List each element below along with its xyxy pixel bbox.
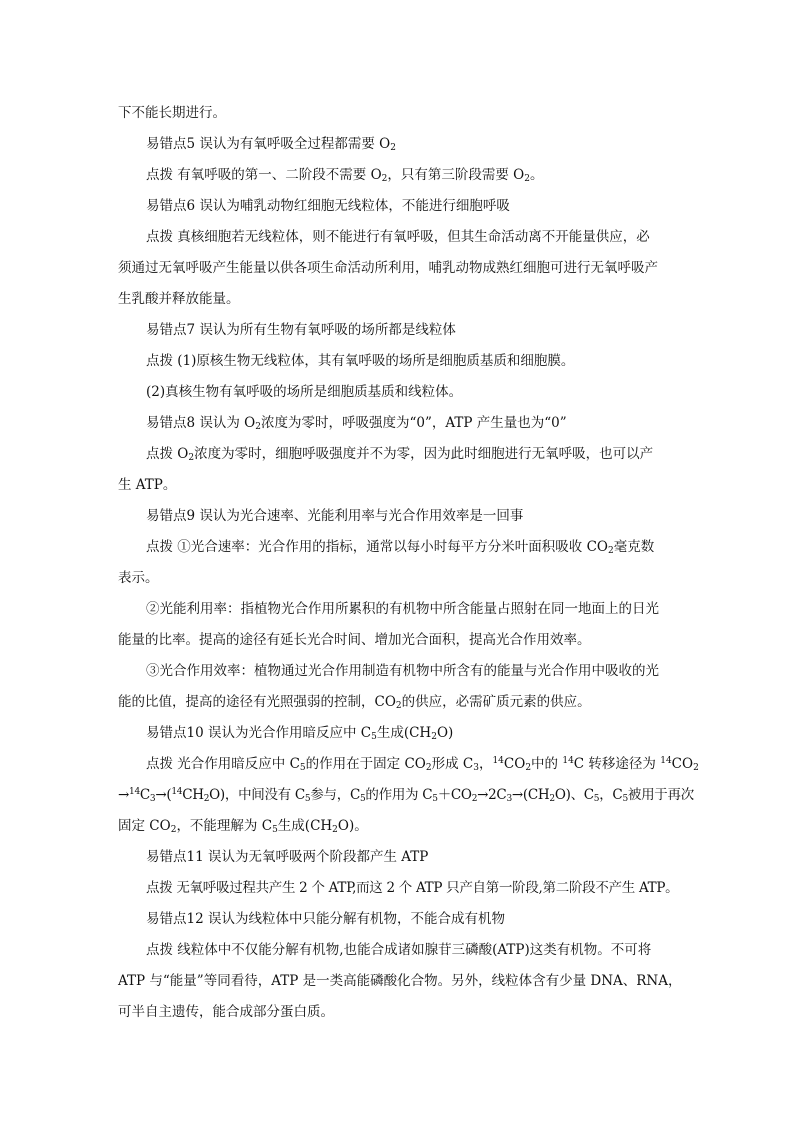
document-page (118, 98, 699, 1028)
text-run: 毫克数 (613, 539, 655, 555)
text-line (118, 129, 684, 160)
superscript: 14 (562, 756, 574, 766)
subscript: 3 (149, 794, 156, 804)
text-run: ，C (599, 787, 623, 803)
text-line (118, 191, 684, 222)
text-run: 易错点7 误认为所有生物有氧呼吸的场所都是线粒体 (146, 322, 456, 338)
text-run: 点拨 真核细胞若无线粒体，则不能进行有氧呼吸，但其生命活动离不开能量供应，必 (146, 229, 650, 245)
text-run: →2C (477, 787, 507, 803)
subscript: 5 (272, 825, 278, 835)
text-run: 易错点5 误认为有氧呼吸全过程都需要 O (146, 136, 391, 152)
text-line (118, 625, 684, 656)
text-line (118, 842, 684, 873)
text-line (118, 966, 684, 997)
text-line (118, 873, 684, 904)
superscript: 14 (492, 756, 504, 766)
text-run: 。 (529, 167, 544, 183)
text-run: O)、C (554, 787, 594, 803)
subscript: 5 (432, 794, 438, 804)
text-line (118, 718, 684, 749)
text-run: ATP 与“能量”等同看待，ATP 是一类高能磷酸化合物。另外，线粒体含有少量 DNA、RNA， (118, 973, 682, 989)
superscript: 14 (171, 787, 183, 797)
subscript: 2 (255, 422, 261, 432)
text-line (118, 687, 684, 718)
text-run: 生成(CH (277, 818, 333, 834)
text-run: 能的比值，提高的途径有光照强弱的控制，CO (118, 694, 396, 710)
text-line (118, 160, 684, 191)
text-line (118, 780, 694, 811)
text-run: 易错点11 误认为无氧呼吸两个阶段都产生 ATP (146, 849, 429, 865)
subscript: 3 (473, 763, 479, 773)
subscript: 2 (170, 825, 177, 835)
text-run: 被用于再次 (627, 787, 694, 803)
text-run: 点拨 O (146, 446, 189, 462)
subscript: 5 (371, 732, 377, 742)
text-run: 易错点8 误认为 O (146, 415, 256, 431)
text-run: O) (436, 725, 454, 741)
text-run: 的作用为 C (365, 787, 433, 803)
subscript: 2 (188, 453, 195, 463)
subscript: 2 (524, 174, 530, 184)
subscript: 5 (593, 794, 600, 804)
text-run: 点拨 (1)原核生物无线粒体，其有氧呼吸的场所是细胞质基质和细胞膜。 (146, 353, 575, 369)
text-line (118, 749, 699, 780)
text-line (118, 346, 684, 377)
text-run: 表示。 (118, 570, 159, 586)
text-run: 可半自主遗传，能合成部分蛋白质。 (118, 1004, 334, 1020)
text-run: 固定 CO (118, 818, 171, 834)
text-line (118, 377, 684, 408)
text-run: 形成 C (431, 756, 474, 772)
subscript: 2 (471, 794, 478, 804)
subscript: 2 (390, 143, 396, 153)
text-line (118, 656, 684, 687)
subscript: 2 (203, 794, 210, 804)
text-run: ，不能理解为 C (176, 818, 273, 834)
text-line (118, 253, 684, 284)
text-run: 的作用在于固定 CO (305, 756, 426, 772)
text-line (118, 98, 684, 129)
text-line (118, 439, 684, 470)
text-line (118, 408, 684, 439)
subscript: 2 (381, 174, 388, 184)
text-line (118, 563, 684, 594)
text-run: 生乳酸并释放能量。 (118, 291, 240, 307)
subscript: 5 (622, 794, 628, 804)
text-line (118, 594, 684, 625)
subscript: 2 (607, 546, 614, 556)
text-run: ＋CO (437, 787, 472, 803)
text-run: C (139, 787, 150, 803)
subscript: 5 (304, 794, 311, 804)
text-run: 易错点10 误认为光合作用暗反应中 C (146, 725, 372, 741)
text-run: CH (182, 787, 204, 803)
text-run: 生成(CH (376, 725, 432, 741)
text-run: 须通过无氧呼吸产生能量以供各项生命活动所利用，哺乳动物成熟红细胞可进行无氧呼吸产 (118, 260, 658, 276)
subscript: 2 (395, 701, 402, 711)
text-run: O)。 (337, 818, 368, 834)
text-run: 浓度为零时，呼吸强度为“0”，ATP 产生量也为“0” (260, 415, 567, 431)
text-run: 的供应，必需矿质元素的供应。 (401, 694, 591, 710)
text-line (118, 222, 684, 253)
text-run: O)，中间没有 C (209, 787, 305, 803)
text-line (118, 935, 684, 966)
text-run: 参与，C (310, 787, 360, 803)
text-run: ， (478, 756, 493, 772)
text-run: 能量的比率。提高的途径有延长光合时间、增加光合面积，提高光合作用效率。 (118, 632, 591, 648)
text-line (118, 284, 684, 315)
text-run: →(CH (511, 787, 550, 803)
text-run: 易错点6 误认为哺乳动物红细胞无线粒体，不能进行细胞呼吸 (146, 198, 510, 214)
text-run: 点拨 无氧呼吸过程共产生 2 个 ATP,而这 2 个 ATP 只产自第一阶段,第二阶段不产生 ATP。 (146, 880, 679, 896)
text-run: ，只有第三阶段需要 O (387, 167, 525, 183)
text-line (118, 470, 684, 501)
text-line (118, 315, 684, 346)
text-run: 点拨 线粒体中不仅能分解有机物,也能合成诸如腺苷三磷酸(ATP)这类有机物。不可将 (146, 942, 652, 958)
text-run: 下不能长期进行。 (118, 105, 226, 121)
text-run: CO (671, 756, 694, 772)
text-run: ②光能利用率：指植物光合作用所累积的有机物中所含能量占照射在同一地面上的日光 (146, 601, 659, 617)
subscript: 2 (693, 763, 699, 773)
text-run: 点拨 有氧呼吸的第一、二阶段不需要 O (146, 167, 382, 183)
text-run: 点拨 光合作用暗反应中 C (146, 756, 300, 772)
superscript: 14 (660, 756, 672, 766)
text-run: C 转移途径为 (573, 756, 661, 772)
text-run: 点拨 ①光合速率：光合作用的指标，通常以每小时每平方分米叶面积吸收 CO (146, 539, 608, 555)
subscript: 2 (431, 732, 437, 742)
subscript: 2 (425, 763, 432, 773)
text-run: 中的 (531, 756, 563, 772)
text-run: 易错点9 误认为光合速率、光能利用率与光合作用效率是一回事 (146, 508, 524, 524)
text-run: CO (503, 756, 526, 772)
text-line (118, 532, 684, 563)
text-run: →( (155, 787, 172, 803)
text-line (118, 501, 684, 532)
subscript: 5 (299, 763, 306, 773)
text-run: 生 ATP。 (118, 477, 177, 493)
text-line (118, 997, 684, 1028)
superscript: 14 (129, 787, 140, 797)
subscript: 5 (359, 794, 366, 804)
text-line (118, 904, 684, 935)
text-run: (2)真核生物有氧呼吸的场所是细胞质基质和线粒体。 (146, 384, 463, 400)
text-run: ③光合作用效率：植物通过光合作用制造有机物中所含有的能量与光合作用中吸收的光 (146, 663, 659, 679)
text-run: → (118, 787, 130, 803)
subscript: 2 (525, 763, 532, 773)
subscript: 2 (549, 794, 555, 804)
subscript: 2 (332, 825, 338, 835)
text-run: 易错点12 误认为线粒体中只能分解有机物，不能合成有机物 (146, 911, 505, 927)
text-run: 浓度为零时，细胞呼吸强度并不为零，因为此时细胞进行无氧呼吸，也可以产 (194, 446, 654, 462)
text-line (118, 811, 684, 842)
subscript: 3 (506, 794, 512, 804)
